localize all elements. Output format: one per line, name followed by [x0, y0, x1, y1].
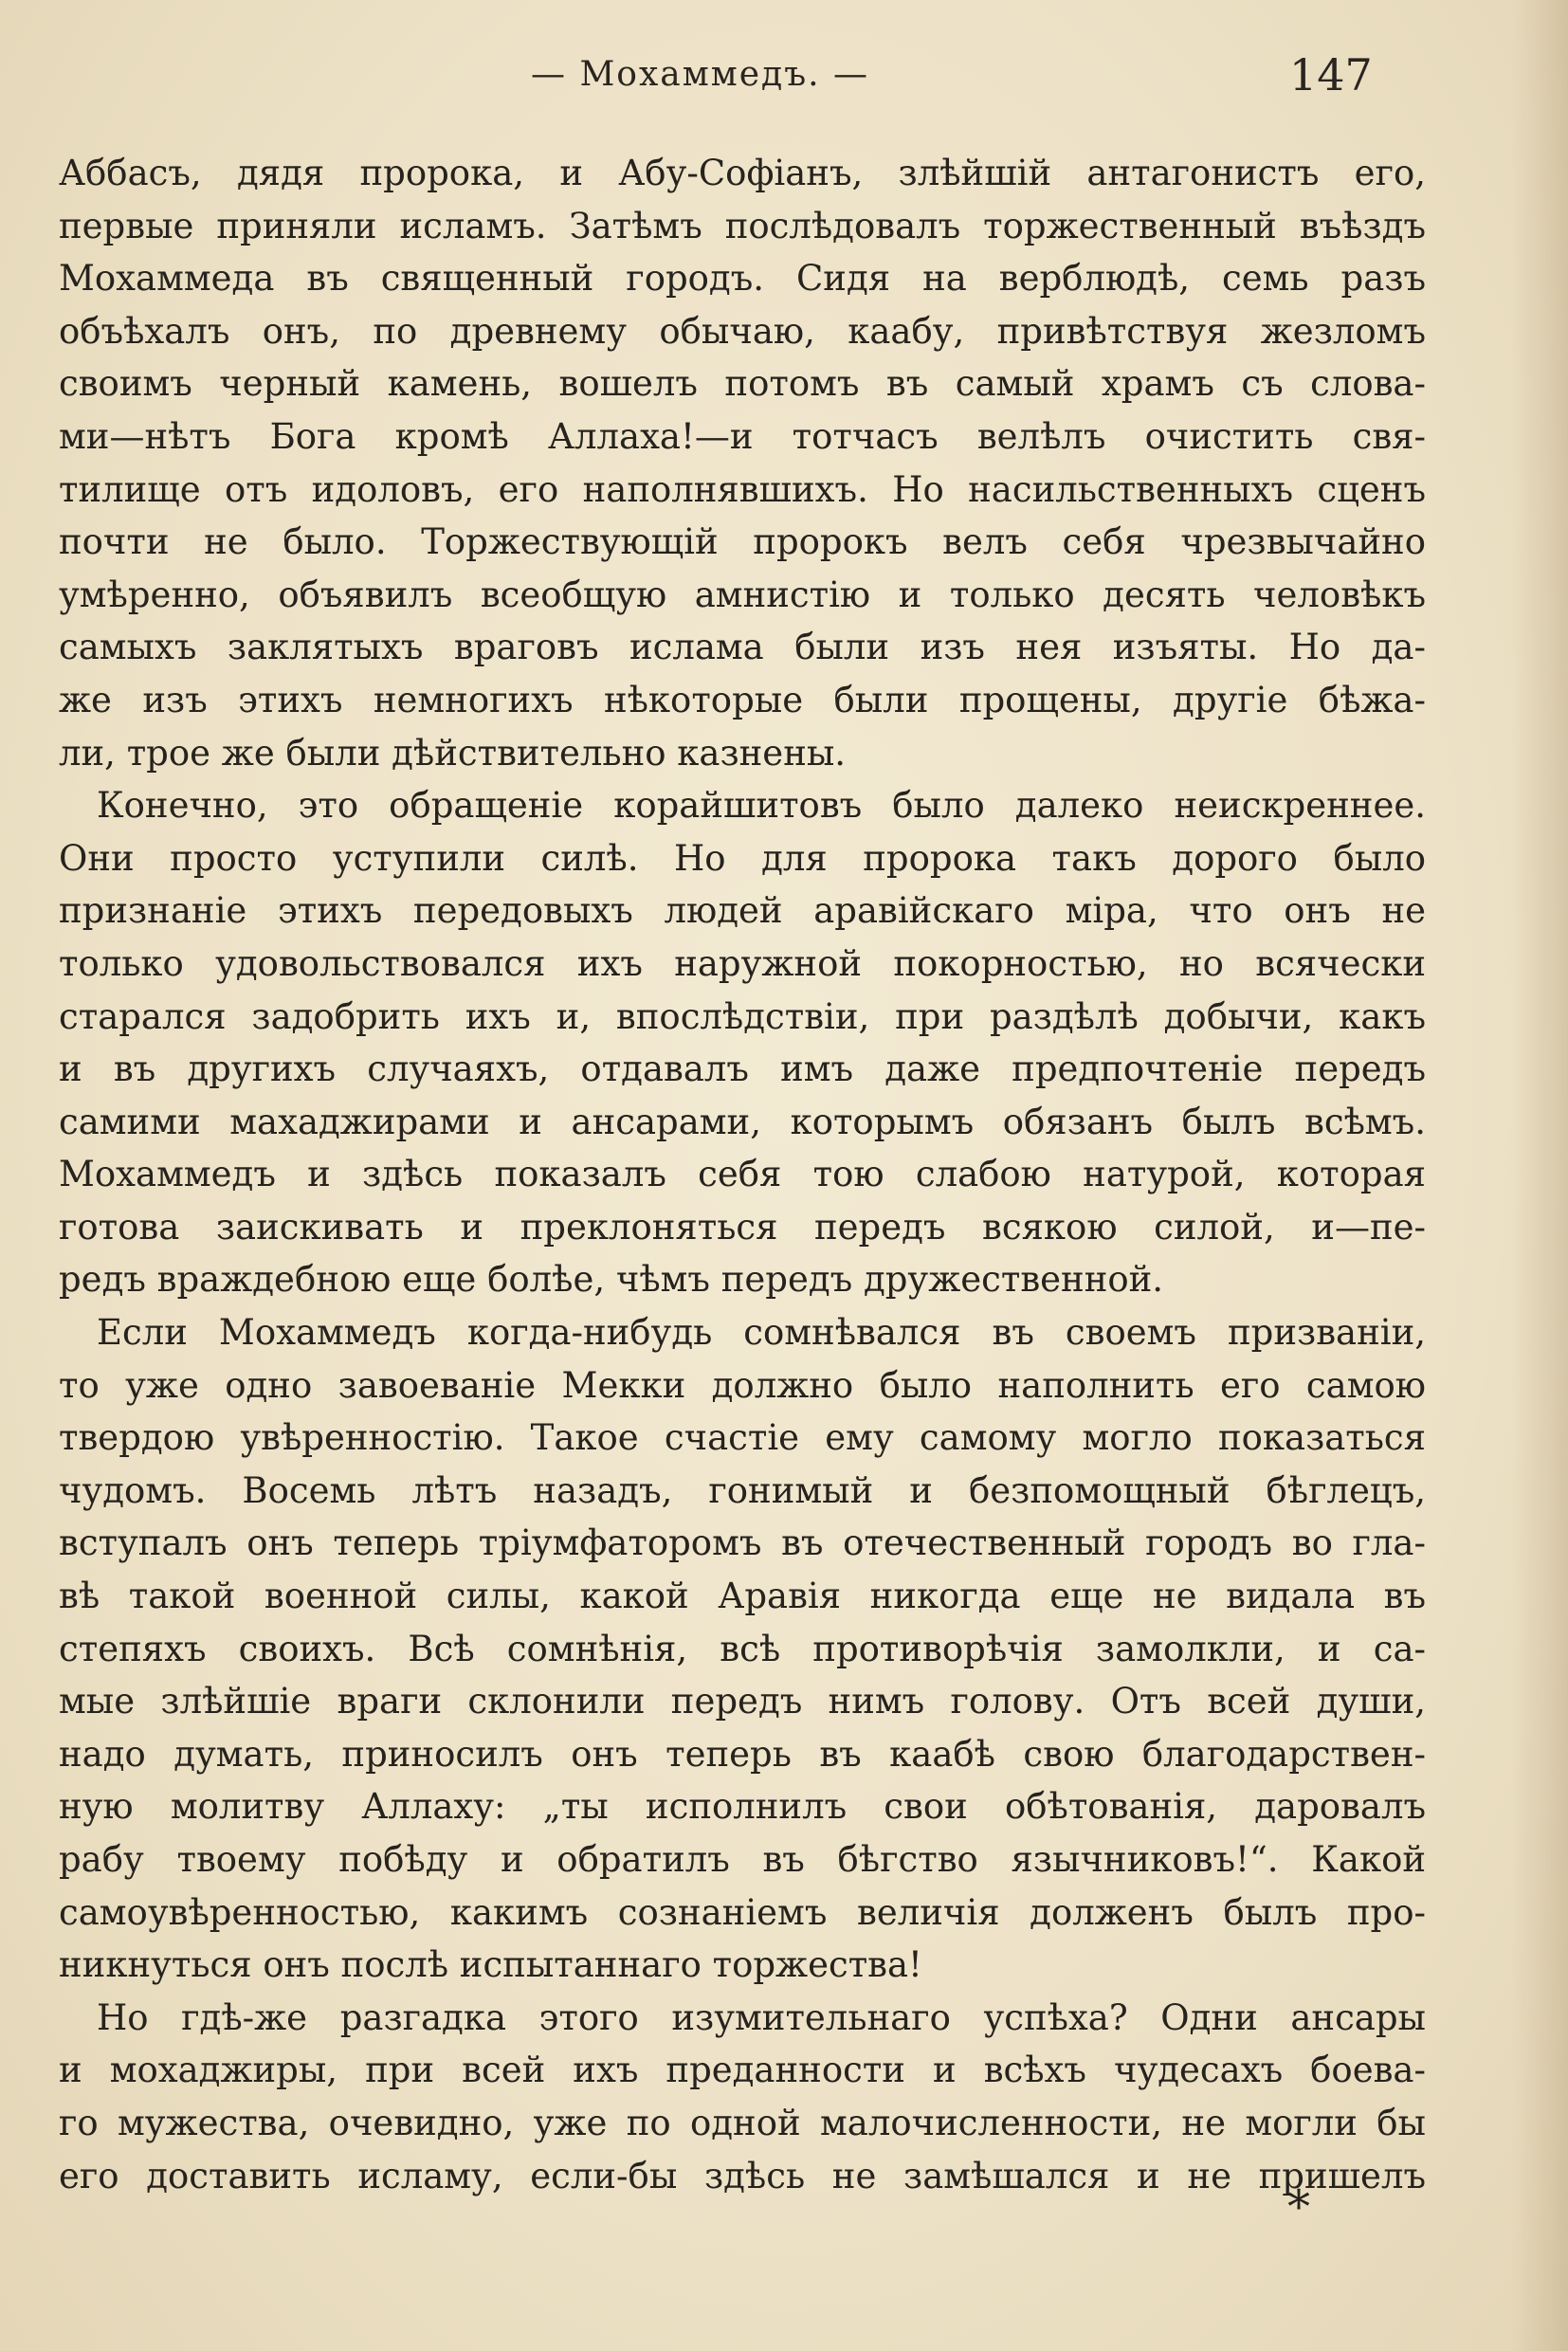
text-line: Они просто уступили силѣ. Но для пророка такъ дорого было	[59, 837, 1426, 879]
text-line: же изъ этихъ немногихъ нѣкоторые были прощены, другіе бѣжа-	[59, 679, 1426, 720]
text-line: то уже одно завоеваніе Мекки должно было наполнить его самою	[59, 1364, 1426, 1406]
text-line: твердою увѣренностію. Такое счастіе ему самому могло показаться	[59, 1417, 1426, 1459]
text-line: самыхъ заклятыхъ враговъ ислама были изъ нея изъяты. Но да-	[59, 627, 1426, 668]
text-line: его доставить исламу, если-бы здѣсь не замѣшался и не пришелъ	[59, 2155, 1426, 2196]
text-line: объѣхалъ онъ, по древнему обычаю, каабу, привѣтствуя жезломъ	[59, 310, 1426, 352]
text-line: Если Мохаммедъ когда-нибудь сомнѣвался въ своемъ призваніи,	[97, 1312, 1426, 1354]
paragraph-2	[59, 779, 1426, 1306]
text-line: вступалъ онъ теперь тріумфаторомъ въ отечественный городъ во гла-	[59, 1522, 1426, 1564]
text-line: только удовольствовался ихъ наружной покорностью, но всячески	[59, 942, 1426, 984]
text-line: редъ враждебною еще болѣе, чѣмъ передъ дружественной.	[59, 1259, 1164, 1301]
text-line: самоувѣренностью, какимъ сознаніемъ величія долженъ былъ про-	[59, 1891, 1426, 1933]
text-line: ную молитву Аллаху: „ты исполнилъ свои обѣтованія, даровалъ	[59, 1786, 1426, 1828]
text-line: никнуться онъ послѣ испытаннаго торжества!	[59, 1944, 922, 1986]
text-line: своимъ черный камень, вошелъ потомъ въ самый храмъ съ слова-	[59, 363, 1426, 405]
text-line: тилище отъ идоловъ, его наполнявшихъ. Но насильственныхъ сценъ	[59, 468, 1426, 510]
text-line: почти не было. Торжествующій пророкъ велъ себя чрезвычайно	[59, 521, 1426, 563]
text-line: готова заискивать и преклоняться передъ всякою силой, и—пе-	[59, 1206, 1426, 1248]
paragraph-1	[59, 147, 1426, 779]
text-line: вѣ такой военной силы, какой Аравія никогда еще не видала въ	[59, 1576, 1426, 1617]
text-line: Конечно, это обращеніе корайшитовъ было далеко неискреннее.	[97, 785, 1426, 827]
page-edge-shadow	[1511, 0, 1568, 2351]
text-line: го мужества, очевидно, уже по одной малочисленности, не могли бы	[59, 2102, 1426, 2143]
text-line: чудомъ. Восемь лѣтъ назадъ, гонимый и безпомощный бѣглецъ,	[59, 1469, 1426, 1511]
text-line: Мохаммедъ и здѣсь показалъ себя тою слабою натурой, которая	[59, 1154, 1426, 1195]
text-line: рабу твоему побѣду и обратилъ въ бѣгство язычниковъ!“. Какой	[59, 1839, 1426, 1880]
text-line: ли, трое же были дѣйствительно казнены.	[59, 732, 847, 774]
signature-mark-asterisk: *	[1287, 2180, 1310, 2233]
page-header	[0, 49, 1568, 106]
body-text	[59, 147, 1426, 2202]
text-line: самими махаджирами и ансарами, которымъ обязанъ былъ всѣмъ.	[59, 1101, 1426, 1142]
text-line: признаніе этихъ передовыхъ людей аравійскаго міра, что онъ не	[59, 890, 1426, 932]
paragraph-4	[59, 1992, 1426, 2202]
running-title: — Мохаммедъ. —	[531, 55, 870, 94]
page-number: 147	[1289, 49, 1373, 100]
paragraph-3	[59, 1306, 1426, 1992]
text-line: Аббасъ, дядя пророка, и Абу-Софіанъ, злѣйшій антагонистъ его,	[59, 153, 1426, 193]
text-line: ми—нѣтъ Бога кромѣ Аллаха!—и тотчасъ велѣлъ очистить свя-	[59, 415, 1426, 457]
text-line: Но гдѣ-же разгадка этого изумительнаго успѣха? Одни ансары	[97, 1996, 1426, 2038]
text-line: умѣренно, объявилъ всеобщую амнистію и только десять человѣкъ	[59, 574, 1426, 615]
text-line: надо думать, приносилъ онъ теперь въ каабѣ свою благодарствен-	[59, 1733, 1426, 1775]
text-line: первые приняли исламъ. Затѣмъ послѣдовалъ торжественный въѣздъ	[59, 205, 1426, 246]
text-line: и мохаджиры, при всей ихъ преданности и всѣхъ чудесахъ боева-	[59, 2050, 1426, 2091]
text-line: мые злѣйшіе враги склонили передъ нимъ голову. Отъ всей души,	[59, 1681, 1426, 1722]
text-line: старался задобрить ихъ и, впослѣдствіи, при раздѣлѣ добычи, какъ	[59, 995, 1426, 1037]
text-line: и въ другихъ случаяхъ, отдавалъ имъ даже предпочтеніе передъ	[59, 1048, 1426, 1090]
text-line: степяхъ своихъ. Всѣ сомнѣнія, всѣ противорѣчія замолкли, и са-	[59, 1628, 1426, 1669]
text-line: Мохаммеда въ священный городъ. Сидя на верблюдѣ, семь разъ	[59, 258, 1426, 300]
